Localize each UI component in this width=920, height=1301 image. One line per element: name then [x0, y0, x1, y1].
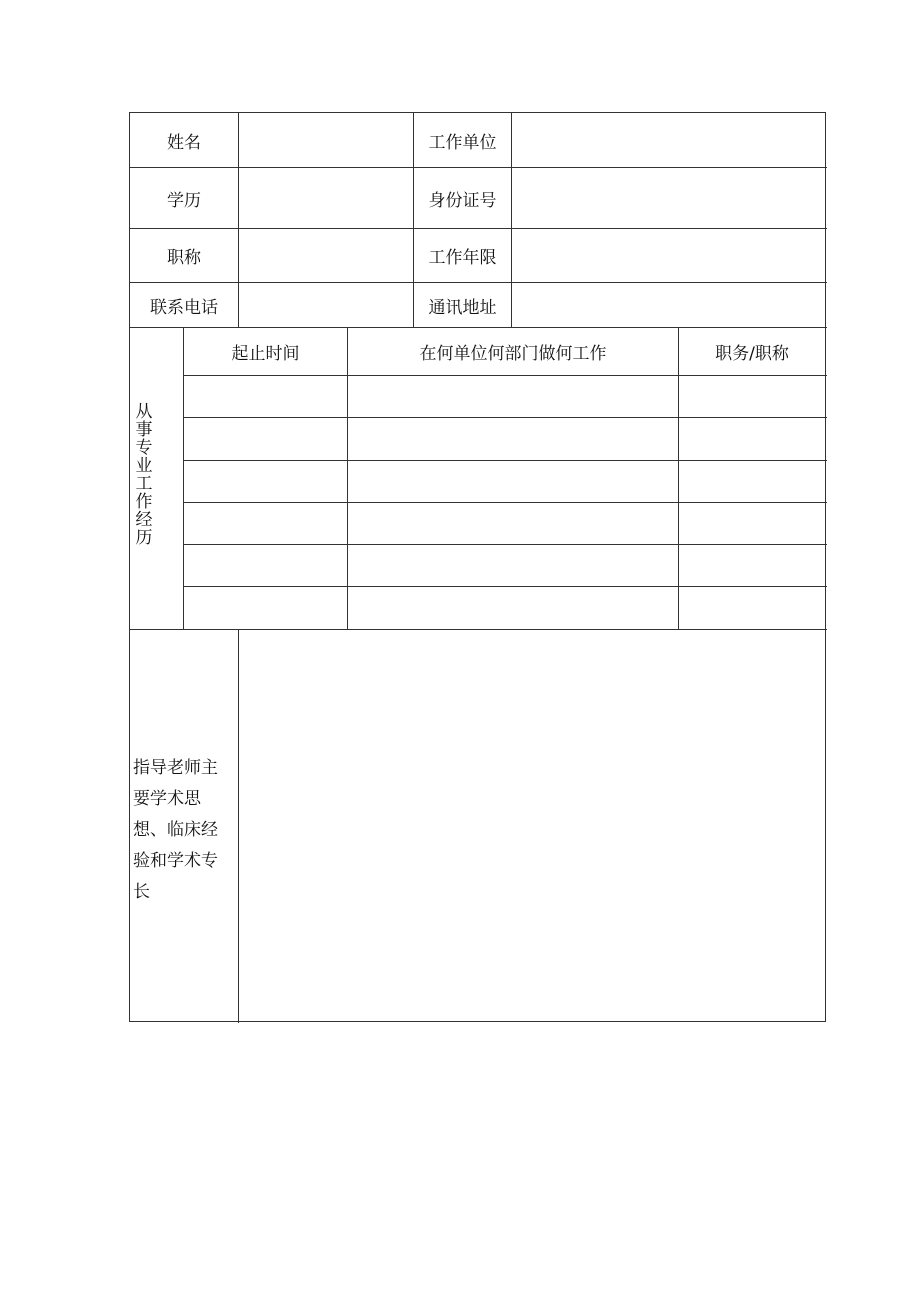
experience-position-cell[interactable]: [679, 376, 825, 417]
title-field[interactable]: [239, 229, 413, 282]
experience-work-cell[interactable]: [348, 418, 678, 460]
label-address: 通讯地址: [428, 297, 497, 318]
guidance-label-line: 长: [133, 882, 150, 902]
label-name: 姓名: [167, 132, 201, 153]
experience-label-char: 工: [135, 474, 153, 494]
label-work-unit: 工作单位: [428, 132, 497, 153]
experience-position-cell[interactable]: [679, 545, 825, 586]
experience-label-char: 作: [135, 492, 153, 512]
experience-position-cell[interactable]: [679, 503, 825, 544]
experience-period-cell[interactable]: [184, 376, 347, 417]
experience-period-cell[interactable]: [184, 503, 347, 544]
experience-label-char: 事: [135, 420, 153, 440]
registration-form-table: [129, 112, 826, 1022]
guidance-label-line: 指导老师主: [133, 758, 218, 778]
experience-section-label: [134, 403, 154, 547]
guidance-label-line: 验和学术专: [133, 851, 218, 871]
experience-period-cell[interactable]: [184, 461, 347, 502]
label-work-years: 工作年限: [428, 248, 497, 268]
experience-label-char: 历: [135, 528, 153, 548]
experience-work-cell[interactable]: [348, 503, 678, 544]
guidance-label: [133, 753, 233, 908]
name-field[interactable]: [239, 113, 413, 167]
experience-label-char: 经: [135, 510, 153, 530]
experience-period-cell[interactable]: [184, 418, 347, 460]
experience-work-cell[interactable]: [348, 376, 678, 417]
experience-work-cell[interactable]: [348, 461, 678, 502]
experience-position-cell[interactable]: [679, 461, 825, 502]
experience-label-char: 从: [135, 402, 153, 422]
experience-label-char: 专: [135, 438, 153, 458]
experience-period-cell[interactable]: [184, 545, 347, 586]
experience-work-cell[interactable]: [348, 587, 678, 629]
header-position-title: 职务/职称: [715, 344, 789, 364]
work-years-field[interactable]: [512, 229, 825, 282]
label-education: 学历: [167, 190, 201, 211]
phone-field[interactable]: [239, 283, 413, 327]
id-number-field[interactable]: [512, 168, 825, 228]
experience-work-cell[interactable]: [348, 545, 678, 586]
address-field[interactable]: [512, 283, 825, 327]
label-id-number: 身份证号: [428, 190, 497, 211]
header-period: 起止时间: [231, 344, 300, 364]
guidance-label-line: 想、临床经: [133, 820, 218, 840]
label-title: 职称: [167, 248, 201, 268]
guidance-content-field[interactable]: [239, 630, 825, 1021]
label-phone: 联系电话: [150, 297, 218, 318]
guidance-label-line: 要学术思: [133, 789, 201, 809]
header-unit-department-work: 在何单位何部门做何工作: [419, 344, 607, 364]
experience-position-cell[interactable]: [679, 587, 825, 629]
experience-label-char: 业: [135, 456, 153, 476]
work-unit-field[interactable]: [512, 113, 825, 167]
experience-period-cell[interactable]: [184, 587, 347, 629]
education-field[interactable]: [239, 168, 413, 228]
experience-position-cell[interactable]: [679, 418, 825, 460]
